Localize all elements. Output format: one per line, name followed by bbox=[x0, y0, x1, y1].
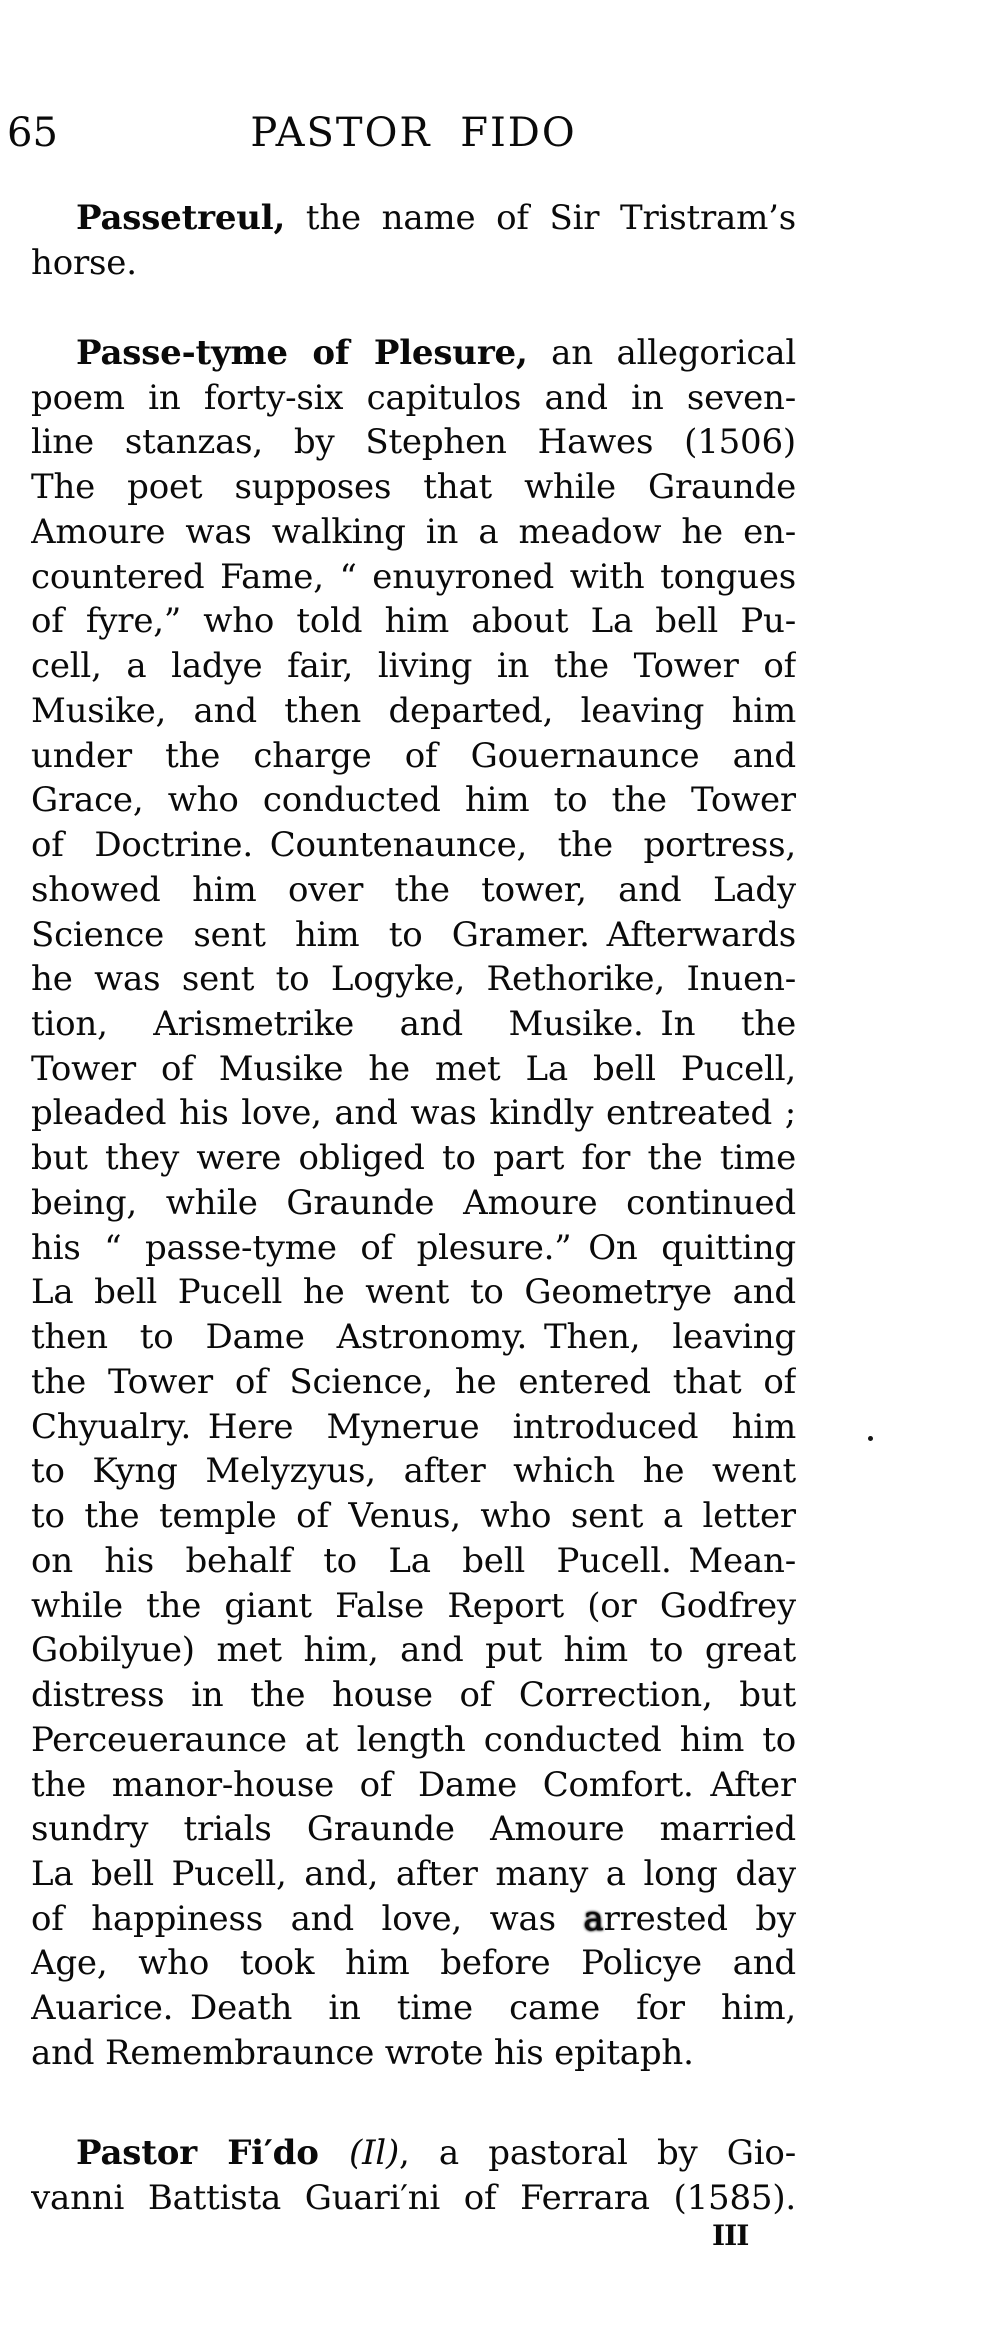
text-line bbox=[31, 689, 796, 734]
text-line bbox=[31, 1449, 796, 1494]
running-title: PASTOR FIDO bbox=[250, 110, 577, 156]
text-segment: Auarice. Death in time came for him, bbox=[31, 1988, 796, 2029]
text-line bbox=[31, 331, 796, 376]
text-line bbox=[31, 1091, 796, 1136]
text-line bbox=[31, 778, 796, 823]
text-line bbox=[31, 1405, 796, 1450]
text-line bbox=[31, 1315, 796, 1360]
text-segment: pleaded his love, and was kindly entreated ; bbox=[31, 1093, 796, 1134]
text-segment: under the charge of Gouernaunce and bbox=[31, 735, 796, 776]
text-segment: of Doctrine. Countenaunce, the portress, bbox=[31, 825, 796, 866]
text-segment: Chyualry. Here Mynerue introduced him bbox=[31, 1406, 796, 1447]
text-line bbox=[31, 1494, 796, 1539]
text-line bbox=[31, 957, 796, 1002]
page-number: 65 bbox=[7, 110, 58, 156]
text-line bbox=[31, 1718, 796, 1763]
text-line bbox=[31, 599, 796, 644]
text-segment: while the giant False Report (or Godfrey bbox=[31, 1585, 796, 1626]
text-line bbox=[31, 823, 796, 868]
text-segment: on his behalf to La bell Pucell. Mean- bbox=[31, 1540, 796, 1581]
entry-passe-tyme-of-plesure bbox=[31, 331, 796, 2076]
text-segment: and Remembraunce wrote his epitaph. bbox=[31, 2032, 694, 2073]
text-line bbox=[31, 420, 796, 465]
text-segment: distress in the house of Correction, but bbox=[31, 1675, 796, 1716]
text-segment: the name of Sir Tristram’s bbox=[285, 198, 796, 238]
entry-headword: Passe-tyme of Plesure, bbox=[76, 333, 528, 373]
text-line bbox=[31, 1226, 796, 1271]
text-segment: La bell Pucell he went to Geometrye and bbox=[31, 1272, 796, 1313]
text-line bbox=[31, 1986, 796, 2031]
text-line bbox=[31, 868, 796, 913]
text-segment: line stanzas, by Stephen Hawes (1506) bbox=[31, 422, 796, 463]
page-header bbox=[0, 110, 1000, 157]
text-segment: rrested by bbox=[603, 1898, 796, 1939]
text-segment: showed him over the tower, and Lady bbox=[31, 869, 796, 910]
text-segment: Tower of Musike he met La bell Pucell, bbox=[31, 1048, 796, 1089]
text-segment: The poet supposes that while Graunde bbox=[31, 467, 796, 508]
text-line bbox=[31, 1628, 796, 1673]
text-segment: then to Dame Astronomy. Then, leaving bbox=[31, 1317, 796, 1358]
text-segment: to Kyng Melyzyus, after which he went bbox=[31, 1451, 796, 1492]
text-segment: a bbox=[583, 1898, 604, 1939]
text-segment: La bell Pucell, and, after many a long day bbox=[31, 1853, 796, 1894]
text-line bbox=[31, 2031, 796, 2076]
text-segment: of fyre,” who told him about La bell Pu- bbox=[31, 601, 796, 642]
signature-mark: III bbox=[712, 2219, 749, 2252]
text-segment: the Tower of Science, he entered that of bbox=[31, 1361, 796, 1402]
text-line bbox=[31, 510, 796, 555]
text-line bbox=[31, 196, 796, 241]
text-segment: Perceueraunce at length conducted him to bbox=[31, 1719, 796, 1760]
text-segment: the manor-house of Dame Comfort. After bbox=[31, 1764, 796, 1805]
text-segment: Amoure was walking in a meadow he en- bbox=[31, 511, 796, 552]
ink-speck bbox=[868, 1436, 873, 1441]
text-line bbox=[31, 1852, 796, 1897]
text-line bbox=[31, 1673, 796, 1718]
text-segment: poem in forty-six capitulos and in seven- bbox=[31, 377, 796, 418]
text-segment: Musike, and then departed, leaving him bbox=[31, 690, 796, 731]
text-line bbox=[31, 555, 796, 600]
text-segment: (Il) bbox=[349, 2133, 400, 2173]
text-segment: of happiness and love, was bbox=[31, 1898, 584, 1939]
text-line bbox=[31, 1539, 796, 1584]
text-line bbox=[31, 1270, 796, 1315]
text-segment: Gobilyue) met him, and put him to great bbox=[31, 1630, 796, 1671]
text-line bbox=[31, 1941, 796, 1986]
text-segment: to the temple of Venus, who sent a letter bbox=[31, 1496, 796, 1537]
entry-headword: Pastor Fi′do bbox=[76, 2133, 349, 2173]
text-segment: Grace, who conducted him to the Tower bbox=[31, 780, 796, 821]
text-segment: , a pastoral by Gio- bbox=[399, 2133, 796, 2173]
text-line bbox=[31, 1807, 796, 1852]
text-line bbox=[31, 241, 796, 286]
text-segment: Science sent him to Gramer. Afterwards bbox=[31, 914, 796, 955]
entry-headword: Passetreul, bbox=[76, 198, 286, 238]
text-line bbox=[31, 2176, 796, 2221]
text-line bbox=[31, 465, 796, 510]
text-segment: but they were obliged to part for the time bbox=[31, 1138, 796, 1179]
entry-pastor-fido bbox=[31, 2131, 796, 2220]
text-line bbox=[31, 1002, 796, 1047]
text-line bbox=[31, 1181, 796, 1226]
text-segment: cell, a ladye fair, living in the Tower of bbox=[31, 646, 796, 687]
text-segment: sundry trials Graunde Amoure married bbox=[31, 1809, 796, 1850]
text-line bbox=[31, 913, 796, 958]
text-segment: horse. bbox=[31, 242, 137, 283]
text-line bbox=[31, 376, 796, 421]
text-segment: Age, who took him before Policye and bbox=[31, 1943, 796, 1984]
text-line bbox=[31, 1360, 796, 1405]
text-line bbox=[31, 1047, 796, 1092]
text-line bbox=[31, 1136, 796, 1181]
text-line bbox=[31, 1763, 796, 1808]
text-segment: an allegorical bbox=[527, 333, 796, 373]
entry-passetreul bbox=[31, 196, 796, 285]
text-segment: his “ passe-tyme of plesure.” On quitting bbox=[31, 1227, 796, 1268]
text-segment: tion, Arismetrike and Musike. In the bbox=[31, 1004, 796, 1045]
text-line bbox=[31, 1897, 796, 1942]
text-line bbox=[31, 2131, 796, 2176]
text-segment: he was sent to Logyke, Rethorike, Inuen- bbox=[31, 959, 796, 1000]
text-line bbox=[31, 1584, 796, 1629]
text-segment: vanni Battista Guari′ni of Ferrara (1585). bbox=[31, 2177, 796, 2218]
text-segment: countered Fame, “ enuyroned with tongues bbox=[31, 556, 796, 597]
text-line bbox=[31, 644, 796, 689]
text-line bbox=[31, 734, 796, 779]
text-segment: being, while Graunde Amoure continued bbox=[31, 1182, 796, 1223]
